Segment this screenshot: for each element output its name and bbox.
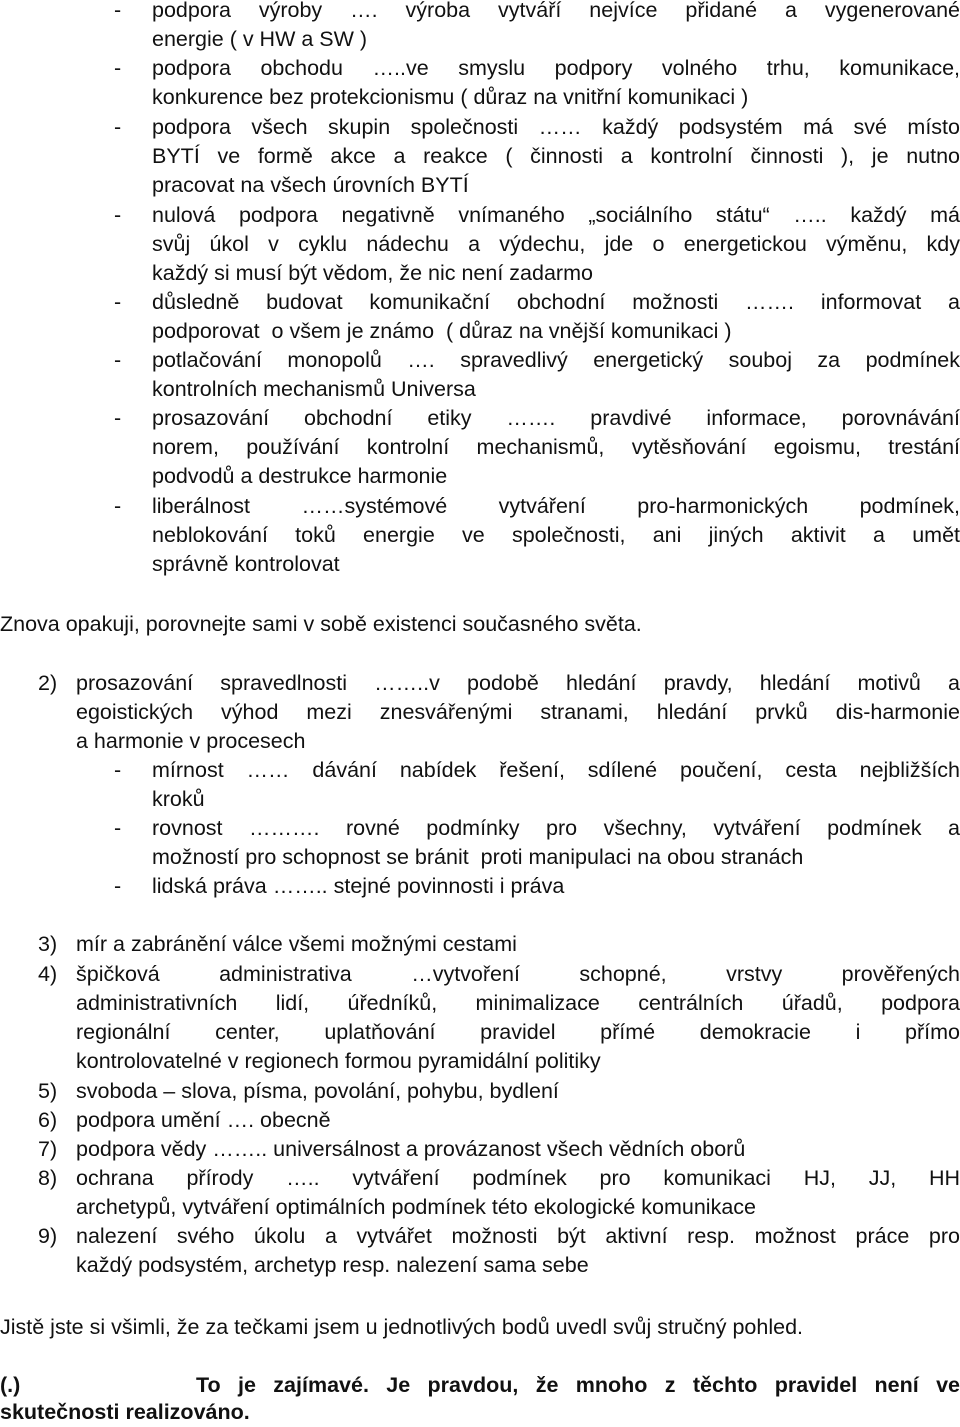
item-number: 8) xyxy=(38,1166,58,1190)
list-item-line: prosazování obchodní etiky ……. pravdivé informace, porovnávání xyxy=(152,406,960,430)
list-item-line: podporovat o všem je známo ( důraz na vnější komunikaci ) xyxy=(152,319,732,343)
sub-list-line: možností pro schopnost se bránit proti manipulaci na obou stranách xyxy=(152,845,804,869)
item-line: egoistických výhod mezi znesvářenými stranami, hledání prvků dis-harmonie xyxy=(76,700,960,724)
list-item-line: norem, používání kontrolní mechanismů, vytěsňování egoismu, trestání xyxy=(152,435,960,459)
item-number: 2) xyxy=(38,671,58,695)
item-number: 5) xyxy=(38,1079,58,1103)
item-number: 9) xyxy=(38,1224,58,1248)
paragraph-text: Jistě jste si všimli, že za tečkami jsem u jednotlivých bodů uvedl svůj stručný pohled. xyxy=(0,1315,804,1339)
list-marker: - xyxy=(114,203,122,227)
sub-list-line: kroků xyxy=(152,787,205,811)
note-marker: (.) xyxy=(0,1373,21,1397)
item-line: svoboda – slova, písma, povolání, pohybu, bydlení xyxy=(76,1079,559,1103)
list-item-line: svůj úkol v cyklu nádechu a výdechu, jde o energetickou výměnu, kdy xyxy=(152,232,960,256)
list-marker: - xyxy=(114,115,122,139)
item-line: špičková administrativa …vytvoření schopné, vrstvy prověřených xyxy=(76,962,960,986)
list-item-line: BYTÍ ve formě akce a reakce ( činnosti a kontrolní činnosti ), je nutno xyxy=(152,144,960,168)
list-marker: - xyxy=(114,348,122,372)
list-item-line: liberálnost ……systémové vytváření pro-harmonických podmínek, xyxy=(152,494,960,518)
list-item-line: konkurence bez protekcionismu ( důraz na vnitřní komunikaci ) xyxy=(152,85,749,109)
list-item-line: energie ( v HW a SW ) xyxy=(152,27,368,51)
sub-list-marker: - xyxy=(114,816,122,840)
list-item-line: nulová podpora negativně vnímaného „sociálního státu“ ….. každý má xyxy=(152,203,960,227)
item-line: prosazování spravedlnosti ……..v podobě hledání pravdy, hledání motivů a xyxy=(76,671,960,695)
list-item-line: podvodů a destrukce harmonie xyxy=(152,464,448,488)
list-marker: - xyxy=(114,0,122,22)
sub-list-marker: - xyxy=(114,758,122,782)
sub-list-line: lidská práva …….. stejné povinnosti i práva xyxy=(152,874,565,898)
item-number: 3) xyxy=(38,932,58,956)
list-marker: - xyxy=(114,56,122,80)
list-item-line: kontrolních mechanismů Universa xyxy=(152,377,476,401)
sub-list-marker: - xyxy=(114,874,122,898)
list-item-line: každý si musí být vědom, že nic není zadarmo xyxy=(152,261,593,285)
sub-list-line: rovnost ………. rovné podmínky pro všechny, vytváření podmínek a xyxy=(152,816,960,840)
item-line: archetypů, vytváření optimálních podmínek této ekologické komunikace xyxy=(76,1195,757,1219)
item-line: každý podsystém, archetyp resp. nalezení sama sebe xyxy=(76,1253,589,1277)
list-item-line: potlačování monopolů …. spravedlivý energetický souboj za podmínek xyxy=(152,348,960,372)
list-item-line: podpora všech skupin společnosti …… každý podsystém má své místo xyxy=(152,115,960,139)
list-item-line: podpora obchodu …..ve smyslu podpory volného trhu, komunikace, xyxy=(152,56,960,80)
note-line: skutečnosti realizováno. xyxy=(0,1400,250,1424)
list-item-line: důsledně budovat komunikační obchodní možnosti ……. informovat a xyxy=(152,290,960,314)
item-line: ochrana přírody ….. vytváření podmínek pro komunikaci HJ, JJ, HH xyxy=(76,1166,960,1190)
item-line: nalezení svého úkolu a vytvářet možnosti být aktivní resp. možnost práce pro xyxy=(76,1224,960,1248)
note-line: To je zajímavé. Je pravdou, že mnoho z těchto pravidel není ve xyxy=(196,1373,960,1397)
item-line: podpora vědy …….. universálnost a provázanost všech vědních oborů xyxy=(76,1137,746,1161)
list-marker: - xyxy=(114,406,122,430)
list-item-line: pracovat na všech úrovních BYTÍ xyxy=(152,173,469,197)
item-line: regionální center, uplatňování pravidel přímé demokracie i přímo xyxy=(76,1020,960,1044)
item-line: administrativních lidí, úředníků, minimalizace centrálních úřadů, podpora xyxy=(76,991,960,1015)
paragraph-text: Znova opakuji, porovnejte sami v sobě existenci současného světa. xyxy=(0,612,642,636)
item-line: kontrolovatelné v regionech formou pyramidální politiky xyxy=(76,1049,601,1073)
sub-list-line: mírnost …… dávání nabídek řešení, sdílené poučení, cesta nejbližších xyxy=(152,758,960,782)
list-marker: - xyxy=(114,494,122,518)
item-line: mír a zabránění válce všemi možnými cestami xyxy=(76,932,517,956)
item-line: a harmonie v procesech xyxy=(76,729,306,753)
item-number: 6) xyxy=(38,1108,58,1132)
list-item-line: podpora výroby …. výroba vytváří nejvíce přidané a vygenerované xyxy=(152,0,960,22)
list-item-line: neblokování toků energie ve společnosti, ani jiných aktivit a umět xyxy=(152,523,960,547)
list-marker: - xyxy=(114,290,122,314)
item-line: podpora umění …. obecně xyxy=(76,1108,331,1132)
list-item-line: správně kontrolovat xyxy=(152,552,340,576)
item-number: 7) xyxy=(38,1137,58,1161)
item-number: 4) xyxy=(38,962,58,986)
